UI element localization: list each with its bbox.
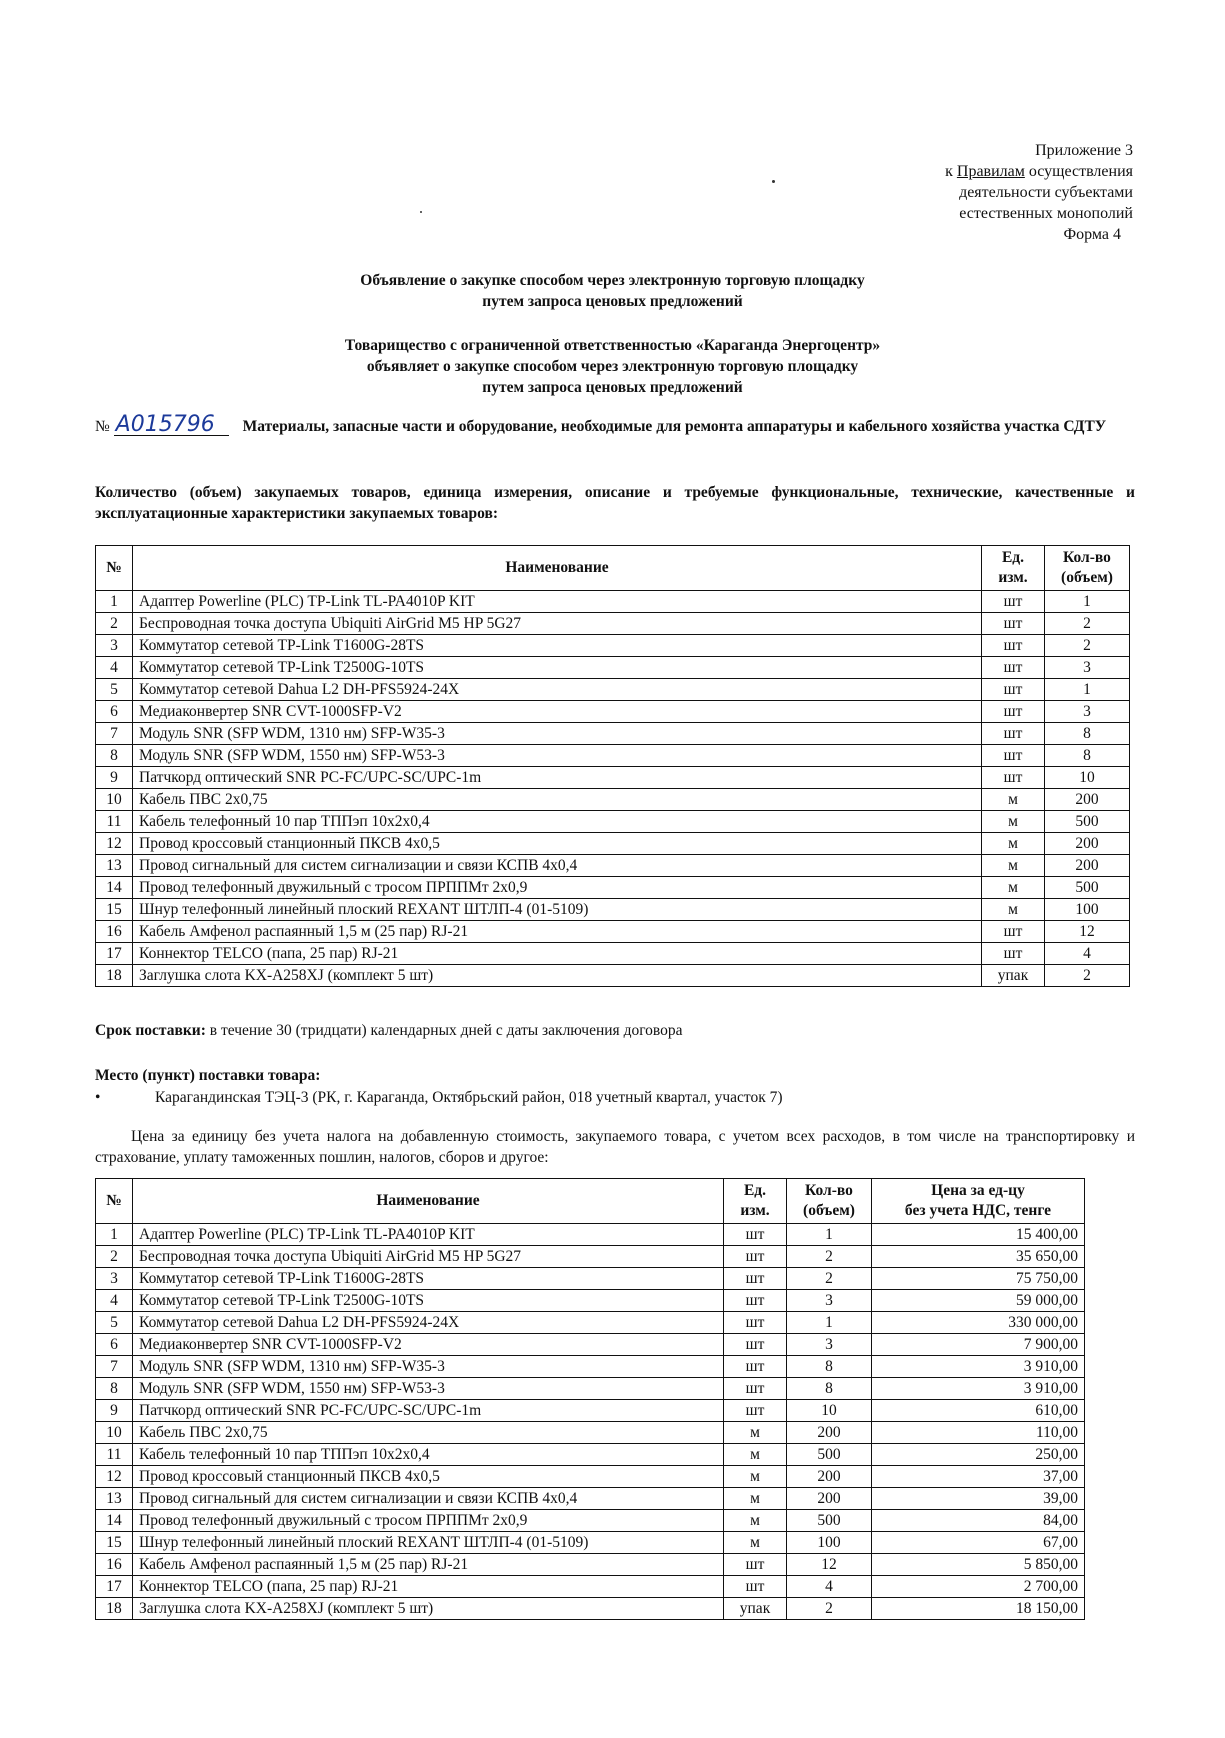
cell-number: 16 <box>96 1554 133 1576</box>
annex-line: деятельности субъектами <box>959 184 1133 201</box>
cell-number: 2 <box>96 1246 133 1268</box>
delivery-place-item <box>95 1087 1135 1108</box>
delivery-term-text: в течение 30 (тридцати) календарных дней с даты заключения договора <box>205 1022 683 1039</box>
cell-name: Кабель Амфенол распаянный 1,5 м (25 пар) RJ-21 <box>133 1554 724 1576</box>
col-unit: Ед. изм. <box>724 1179 787 1224</box>
cell-unit: шт <box>982 921 1045 943</box>
cell-unit: м <box>724 1510 787 1532</box>
cell-unit: м <box>724 1444 787 1466</box>
cell-unit: упак <box>724 1598 787 1620</box>
cell-name: Шнур телефонный линейный плоский REXANT ШТЛП-4 (01-5109) <box>133 899 982 921</box>
price-table <box>95 1178 1085 1620</box>
table-row <box>96 1422 1085 1444</box>
cell-number: 1 <box>96 1224 133 1246</box>
cell-name: Провод кроссовый станционный ПКСВ 4х0,5 <box>133 1466 724 1488</box>
cell-unit: шт <box>982 701 1045 723</box>
annex-suffix: осуществления <box>1024 163 1133 180</box>
cell-unit: м <box>982 877 1045 899</box>
table-row <box>96 1400 1085 1422</box>
annex-line: естественных монополий <box>959 205 1133 222</box>
cell-name: Коннектор TELCO (папа, 25 пар) RJ-21 <box>133 943 982 965</box>
cell-number: 3 <box>96 635 133 657</box>
cell-number: 13 <box>96 855 133 877</box>
cell-qty: 100 <box>787 1532 872 1554</box>
cell-qty: 1 <box>787 1224 872 1246</box>
table-row <box>96 943 1130 965</box>
cell-name: Модуль SNR (SFP WDM, 1310 нм) SFP-W35-3 <box>133 723 982 745</box>
cell-name: Провод телефонный двужильный с тросом ПРППМт 2х0,9 <box>133 877 982 899</box>
cell-name: Модуль SNR (SFP WDM, 1310 нм) SFP-W35-3 <box>133 1356 724 1378</box>
cell-number: 9 <box>96 767 133 789</box>
cell-name: Заглушка слота KX-A258XJ (комплект 5 шт) <box>133 965 982 987</box>
cell-number: 1 <box>96 591 133 613</box>
cell-price: 59 000,00 <box>872 1290 1085 1312</box>
cell-number: 6 <box>96 701 133 723</box>
cell-name: Кабель Амфенол распаянный 1,5 м (25 пар) RJ-21 <box>133 921 982 943</box>
scan-speck <box>420 211 422 213</box>
table-row <box>96 1290 1085 1312</box>
cell-price: 18 150,00 <box>872 1598 1085 1620</box>
cell-unit: шт <box>982 591 1045 613</box>
cell-qty: 200 <box>787 1488 872 1510</box>
cell-number: 7 <box>96 1356 133 1378</box>
bullet-icon: • <box>95 1089 101 1106</box>
table-header-row <box>96 1179 1085 1224</box>
cell-number: 4 <box>96 657 133 679</box>
col-qty: Кол-во (объем) <box>1045 546 1130 591</box>
cell-unit: шт <box>724 1576 787 1598</box>
cell-number: 9 <box>96 1400 133 1422</box>
table-row <box>96 1312 1085 1334</box>
cell-price: 610,00 <box>872 1400 1085 1422</box>
table-row <box>96 1598 1085 1620</box>
col-price: Цена за ед-цу без учета НДС, тенге <box>872 1179 1085 1224</box>
cell-name: Кабель ПВС 2х0,75 <box>133 1422 724 1444</box>
cell-qty: 3 <box>787 1290 872 1312</box>
cell-name: Беспроводная точка доступа Ubiquiti AirGrid M5 HP 5G27 <box>133 1246 724 1268</box>
cell-unit: шт <box>724 1290 787 1312</box>
cell-unit: м <box>724 1466 787 1488</box>
goods-table <box>95 545 1130 987</box>
cell-unit: шт <box>982 635 1045 657</box>
table-row <box>96 1224 1085 1246</box>
table-header-row <box>96 546 1130 591</box>
cell-number: 12 <box>96 1466 133 1488</box>
cell-price: 330 000,00 <box>872 1312 1085 1334</box>
cell-unit: шт <box>724 1224 787 1246</box>
cell-name: Медиаконвертер SNR CVT-1000SFP-V2 <box>133 701 982 723</box>
cell-number: 18 <box>96 965 133 987</box>
table-row <box>96 613 1130 635</box>
cell-price: 39,00 <box>872 1488 1085 1510</box>
cell-unit: упак <box>982 965 1045 987</box>
cell-qty: 200 <box>1045 855 1130 877</box>
table-row <box>96 1532 1085 1554</box>
organizer-line: Товарищество с ограниченной ответственностью «Караганда Энергоцентр» <box>344 337 881 354</box>
cell-unit: м <box>724 1532 787 1554</box>
cell-unit: м <box>982 855 1045 877</box>
table-row <box>96 657 1130 679</box>
cell-number: 2 <box>96 613 133 635</box>
cell-number: 16 <box>96 921 133 943</box>
table-row <box>96 1466 1085 1488</box>
cell-number: 17 <box>96 943 133 965</box>
cell-number: 17 <box>96 1576 133 1598</box>
cell-number: 15 <box>96 1532 133 1554</box>
cell-qty: 2 <box>787 1598 872 1620</box>
cell-name: Коммутатор сетевой Dahua L2 DH-PFS5924-24X <box>133 679 982 701</box>
table-row <box>96 1510 1085 1532</box>
rules-link[interactable]: Правилам <box>956 163 1025 180</box>
cell-name: Адаптер Powerline (PLC) TP-Link TL-PA4010P KIT <box>133 1224 724 1246</box>
cell-qty: 12 <box>1045 921 1130 943</box>
cell-price: 35 650,00 <box>872 1246 1085 1268</box>
cell-price: 37,00 <box>872 1466 1085 1488</box>
cell-qty: 4 <box>1045 943 1130 965</box>
table-row <box>96 833 1130 855</box>
cell-price: 67,00 <box>872 1532 1085 1554</box>
table-row <box>96 1246 1085 1268</box>
cell-name: Модуль SNR (SFP WDM, 1550 нм) SFP-W53-3 <box>133 745 982 767</box>
cell-qty: 3 <box>1045 657 1130 679</box>
table-row <box>96 723 1130 745</box>
cell-number: 3 <box>96 1268 133 1290</box>
cell-name: Коммутатор сетевой TP-Link T2500G-10TS <box>133 1290 724 1312</box>
delivery-place-text: Карагандинская ТЭЦ-3 (РК, г. Караганда, Октябрьский район, 018 учетный квартал, участок 7) <box>155 1089 783 1106</box>
cell-qty: 200 <box>1045 833 1130 855</box>
col-name: Наименование <box>133 546 982 591</box>
cell-unit: м <box>982 833 1045 855</box>
cell-unit: м <box>982 811 1045 833</box>
cell-name: Коммутатор сетевой Dahua L2 DH-PFS5924-24X <box>133 1312 724 1334</box>
table-row <box>96 745 1130 767</box>
cell-number: 6 <box>96 1334 133 1356</box>
cell-price: 3 910,00 <box>872 1356 1085 1378</box>
quantity-paragraph: Количество (объем) закупаемых товаров, единица измерения, описание и требуемые функциональные, технические, качественные и эксплуатационные характеристики закупаемых товаров: <box>95 484 1135 522</box>
scan-speck <box>772 180 775 183</box>
cell-name: Провод телефонный двужильный с тросом ПРППМт 2х0,9 <box>133 1510 724 1532</box>
table-row <box>96 1488 1085 1510</box>
table-row <box>96 855 1130 877</box>
table-row <box>96 1356 1085 1378</box>
cell-unit: шт <box>982 723 1045 745</box>
cell-unit: шт <box>724 1246 787 1268</box>
table-row <box>96 921 1130 943</box>
cell-unit: шт <box>982 767 1045 789</box>
table-row <box>96 1576 1085 1598</box>
cell-qty: 8 <box>1045 745 1130 767</box>
cell-name: Модуль SNR (SFP WDM, 1550 нм) SFP-W53-3 <box>133 1378 724 1400</box>
cell-number: 5 <box>96 679 133 701</box>
table-row <box>96 701 1130 723</box>
annex-prefix: к <box>945 163 957 180</box>
table-row <box>96 679 1130 701</box>
cell-name: Провод кроссовый станционный ПКСВ 4х0,5 <box>133 833 982 855</box>
cell-qty: 8 <box>787 1356 872 1378</box>
cell-number: 10 <box>96 1422 133 1444</box>
cell-unit: шт <box>724 1400 787 1422</box>
cell-unit: шт <box>724 1356 787 1378</box>
cell-name: Коммутатор сетевой TP-Link T1600G-28TS <box>133 1268 724 1290</box>
lot-title: Материалы, запасные части и оборудование, необходимые для ремонта аппаратуры и кабельного хозяйства участка СДТУ <box>242 418 1107 435</box>
table-row <box>96 1554 1085 1576</box>
cell-qty: 500 <box>1045 877 1130 899</box>
col-number: № <box>96 1179 133 1224</box>
table-row <box>96 789 1130 811</box>
table-row <box>96 1444 1085 1466</box>
cell-qty: 200 <box>787 1466 872 1488</box>
col-unit: Ед. изм. <box>982 546 1045 591</box>
cell-unit: шт <box>724 1334 787 1356</box>
table-row <box>96 1378 1085 1400</box>
table-row <box>96 767 1130 789</box>
cell-qty: 8 <box>1045 723 1130 745</box>
cell-qty: 10 <box>787 1400 872 1422</box>
cell-unit: шт <box>724 1268 787 1290</box>
table-row <box>96 811 1130 833</box>
title-line: Объявление о закупке способом через электронную торговую площадку <box>360 272 865 289</box>
annex-header <box>945 140 1133 245</box>
price-paragraph: Цена за единицу без учета налога на добавленную стоимость, закупаемого товара, с учетом всех расходов, в том числе на транспортировку и страхование, уплату таможенных пошлин, налогов, сборов и другое: <box>95 1128 1135 1166</box>
cell-qty: 500 <box>1045 811 1130 833</box>
cell-number: 14 <box>96 877 133 899</box>
cell-unit: м <box>724 1422 787 1444</box>
cell-number: 8 <box>96 1378 133 1400</box>
form-number: Форма 4 <box>1063 226 1121 243</box>
cell-name: Патчкорд оптический SNR PC-FC/UPC-SC/UPC-1m <box>133 1400 724 1422</box>
delivery-term-label: Срок поставки: <box>95 1022 206 1039</box>
cell-qty: 1 <box>787 1312 872 1334</box>
cell-unit: м <box>982 899 1045 921</box>
cell-unit: шт <box>724 1554 787 1576</box>
announcement-title <box>150 270 1075 312</box>
cell-number: 7 <box>96 723 133 745</box>
table-row <box>96 635 1130 657</box>
cell-number: 18 <box>96 1598 133 1620</box>
annex-line <box>945 161 1133 182</box>
cell-unit: шт <box>982 613 1045 635</box>
cell-qty: 500 <box>787 1444 872 1466</box>
cell-price: 3 910,00 <box>872 1378 1085 1400</box>
organizer-line: путем запроса ценовых предложений <box>482 379 743 396</box>
cell-number: 10 <box>96 789 133 811</box>
cell-name: Коммутатор сетевой TP-Link T1600G-28TS <box>133 635 982 657</box>
col-qty: Кол-во (объем) <box>787 1179 872 1224</box>
title-line: путем запроса ценовых предложений <box>482 293 743 310</box>
cell-number: 11 <box>96 811 133 833</box>
cell-name: Заглушка слота KX-A258XJ (комплект 5 шт) <box>133 1598 724 1620</box>
cell-unit: шт <box>724 1312 787 1334</box>
table-row <box>96 1334 1085 1356</box>
organizer-heading <box>150 335 1075 398</box>
col-name: Наименование <box>133 1179 724 1224</box>
cell-number: 12 <box>96 833 133 855</box>
cell-name: Шнур телефонный линейный плоский REXANT ШТЛП-4 (01-5109) <box>133 1532 724 1554</box>
cell-price: 5 850,00 <box>872 1554 1085 1576</box>
cell-qty: 4 <box>787 1576 872 1598</box>
cell-unit: м <box>982 789 1045 811</box>
cell-qty: 500 <box>787 1510 872 1532</box>
cell-name: Адаптер Powerline (PLC) TP-Link TL-PA4010P KIT <box>133 591 982 613</box>
cell-qty: 3 <box>787 1334 872 1356</box>
cell-name: Медиаконвертер SNR CVT-1000SFP-V2 <box>133 1334 724 1356</box>
cell-number: 15 <box>96 899 133 921</box>
cell-qty: 2 <box>1045 635 1130 657</box>
lot-number-label: № <box>95 418 110 435</box>
delivery-term <box>95 1020 1135 1041</box>
col-number: № <box>96 546 133 591</box>
table-row <box>96 1268 1085 1290</box>
cell-price: 7 900,00 <box>872 1334 1085 1356</box>
cell-name: Коммутатор сетевой TP-Link T2500G-10TS <box>133 657 982 679</box>
cell-name: Провод сигнальный для систем сигнализации и связи КСПВ 4х0,4 <box>133 855 982 877</box>
cell-qty: 2 <box>787 1268 872 1290</box>
table-row <box>96 591 1130 613</box>
cell-number: 13 <box>96 1488 133 1510</box>
cell-qty: 200 <box>1045 789 1130 811</box>
cell-qty: 2 <box>1045 965 1130 987</box>
cell-number: 11 <box>96 1444 133 1466</box>
cell-qty: 3 <box>1045 701 1130 723</box>
delivery-place-label: Место (пункт) поставки товара: <box>95 1067 321 1084</box>
lot-line <box>95 414 1135 437</box>
cell-qty: 2 <box>787 1246 872 1268</box>
cell-number: 5 <box>96 1312 133 1334</box>
cell-unit: м <box>724 1488 787 1510</box>
cell-name: Кабель телефонный 10 пар ТППэп 10х2х0,4 <box>133 811 982 833</box>
cell-name: Коннектор TELCO (папа, 25 пар) RJ-21 <box>133 1576 724 1598</box>
table-row <box>96 877 1130 899</box>
cell-qty: 8 <box>787 1378 872 1400</box>
cell-name: Провод сигнальный для систем сигнализации и связи КСПВ 4х0,4 <box>133 1488 724 1510</box>
table-row <box>96 965 1130 987</box>
cell-name: Кабель телефонный 10 пар ТППэп 10х2х0,4 <box>133 1444 724 1466</box>
cell-number: 8 <box>96 745 133 767</box>
cell-qty: 1 <box>1045 591 1130 613</box>
cell-name: Беспроводная точка доступа Ubiquiti AirGrid M5 HP 5G27 <box>133 613 982 635</box>
cell-price: 110,00 <box>872 1422 1085 1444</box>
cell-qty: 2 <box>1045 613 1130 635</box>
cell-price: 84,00 <box>872 1510 1085 1532</box>
cell-qty: 200 <box>787 1422 872 1444</box>
cell-qty: 10 <box>1045 767 1130 789</box>
cell-price: 250,00 <box>872 1444 1085 1466</box>
cell-price: 75 750,00 <box>872 1268 1085 1290</box>
cell-price: 2 700,00 <box>872 1576 1085 1598</box>
organizer-line: объявляет о закупке способом через электронную торговую площадку <box>366 358 859 375</box>
cell-unit: шт <box>724 1378 787 1400</box>
cell-unit: шт <box>982 657 1045 679</box>
cell-number: 4 <box>96 1290 133 1312</box>
cell-unit: шт <box>982 679 1045 701</box>
cell-qty: 100 <box>1045 899 1130 921</box>
cell-name: Кабель ПВС 2х0,75 <box>133 789 982 811</box>
cell-price: 15 400,00 <box>872 1224 1085 1246</box>
lot-number-handwritten: A015796 <box>114 414 229 436</box>
cell-number: 14 <box>96 1510 133 1532</box>
cell-name: Патчкорд оптический SNR PC-FC/UPC-SC/UPC-1m <box>133 767 982 789</box>
annex-line: Приложение 3 <box>1035 142 1133 159</box>
table-row <box>96 899 1130 921</box>
cell-qty: 12 <box>787 1554 872 1576</box>
cell-unit: шт <box>982 745 1045 767</box>
cell-qty: 1 <box>1045 679 1130 701</box>
cell-unit: шт <box>982 943 1045 965</box>
